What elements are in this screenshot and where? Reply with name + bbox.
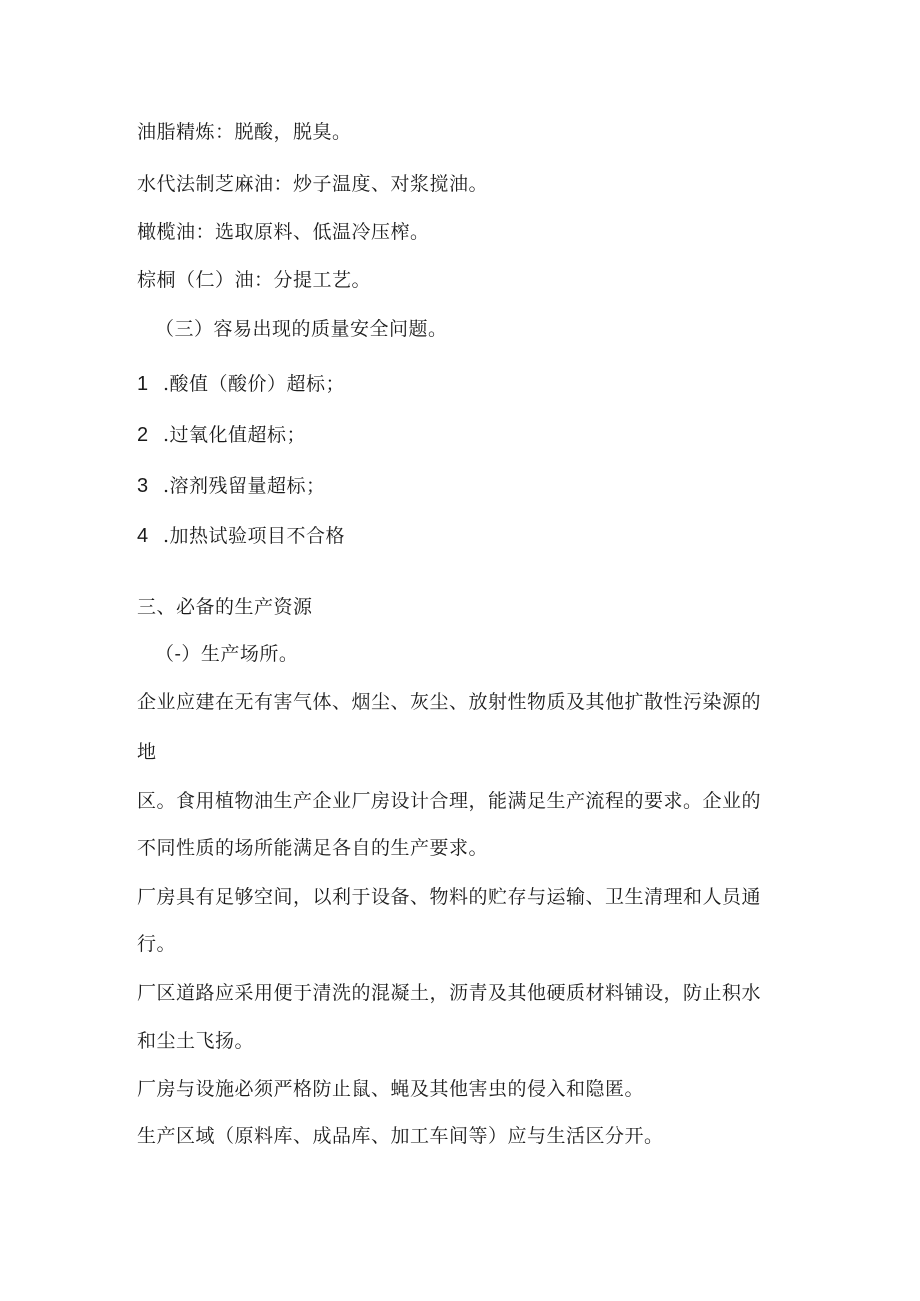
paragraph-location-line-2: 地 [137, 741, 157, 763]
list-item-text: .溶剂残留量超标； [163, 475, 326, 497]
list-item-number: 1 [137, 373, 149, 395]
section-heading-production-resources: 三、必备的生产资源 [137, 596, 313, 618]
list-item-text: .过氧化值超标； [163, 424, 307, 446]
list-item-text: .加热试验项目不合格 [163, 525, 346, 547]
paragraph-design-line-1: 区。食用植物油生产企业厂房设计合理，能满足生产流程的要求。企业的 [137, 790, 762, 812]
list-item [137, 372, 345, 396]
list-item-number: 3 [137, 475, 149, 497]
list-item-number: 4 [137, 525, 149, 547]
paragraph-olive-oil: 橄榄油：选取原料、低温冷压榨。 [137, 221, 430, 243]
subsection-heading-production-site: （-）生产场所。 [155, 643, 299, 665]
section-heading-quality-issues: （三）容易出现的质量安全问题。 [155, 318, 448, 340]
paragraph-location-line-1: 企业应建在无有害气体、烟尘、灰尘、放射性物质及其他扩散性污染源的 [137, 691, 762, 713]
paragraph-oil-refining: 油脂精炼：脱酸，脱臭。 [137, 121, 352, 143]
paragraph-space-line-1: 厂房具有足够空间，以利于设备、物料的贮存与运输、卫生清理和人员通 [137, 886, 762, 908]
list-item [137, 524, 345, 548]
paragraph-design-line-2: 不同性质的场所能满足各自的生产要求。 [137, 837, 489, 859]
paragraph-palm-oil: 棕桐（仁）油：分提工艺。 [137, 269, 372, 291]
list-item-number: 2 [137, 424, 149, 446]
list-item [137, 423, 306, 447]
paragraph-space-line-2: 行。 [137, 933, 177, 955]
paragraph-roads-line-1: 厂区道路应采用便于清洗的混凝土，沥青及其他硬质材料铺设，防止积水 [137, 982, 762, 1004]
paragraph-sesame-oil: 水代法制芝麻油：炒子温度、对浆搅油。 [137, 173, 489, 195]
list-item-text: .酸值（酸价）超标； [163, 373, 346, 395]
list-item [137, 474, 326, 498]
paragraph-roads-line-2: 和尘土飞扬。 [137, 1030, 255, 1052]
paragraph-zone-separation: 生产区域（原料库、成品库、加工车间等）应与生活区分开。 [137, 1125, 664, 1147]
paragraph-pest-control: 厂房与设施必须严格防止鼠、蝇及其他害虫的侵入和隐匿。 [137, 1078, 645, 1100]
